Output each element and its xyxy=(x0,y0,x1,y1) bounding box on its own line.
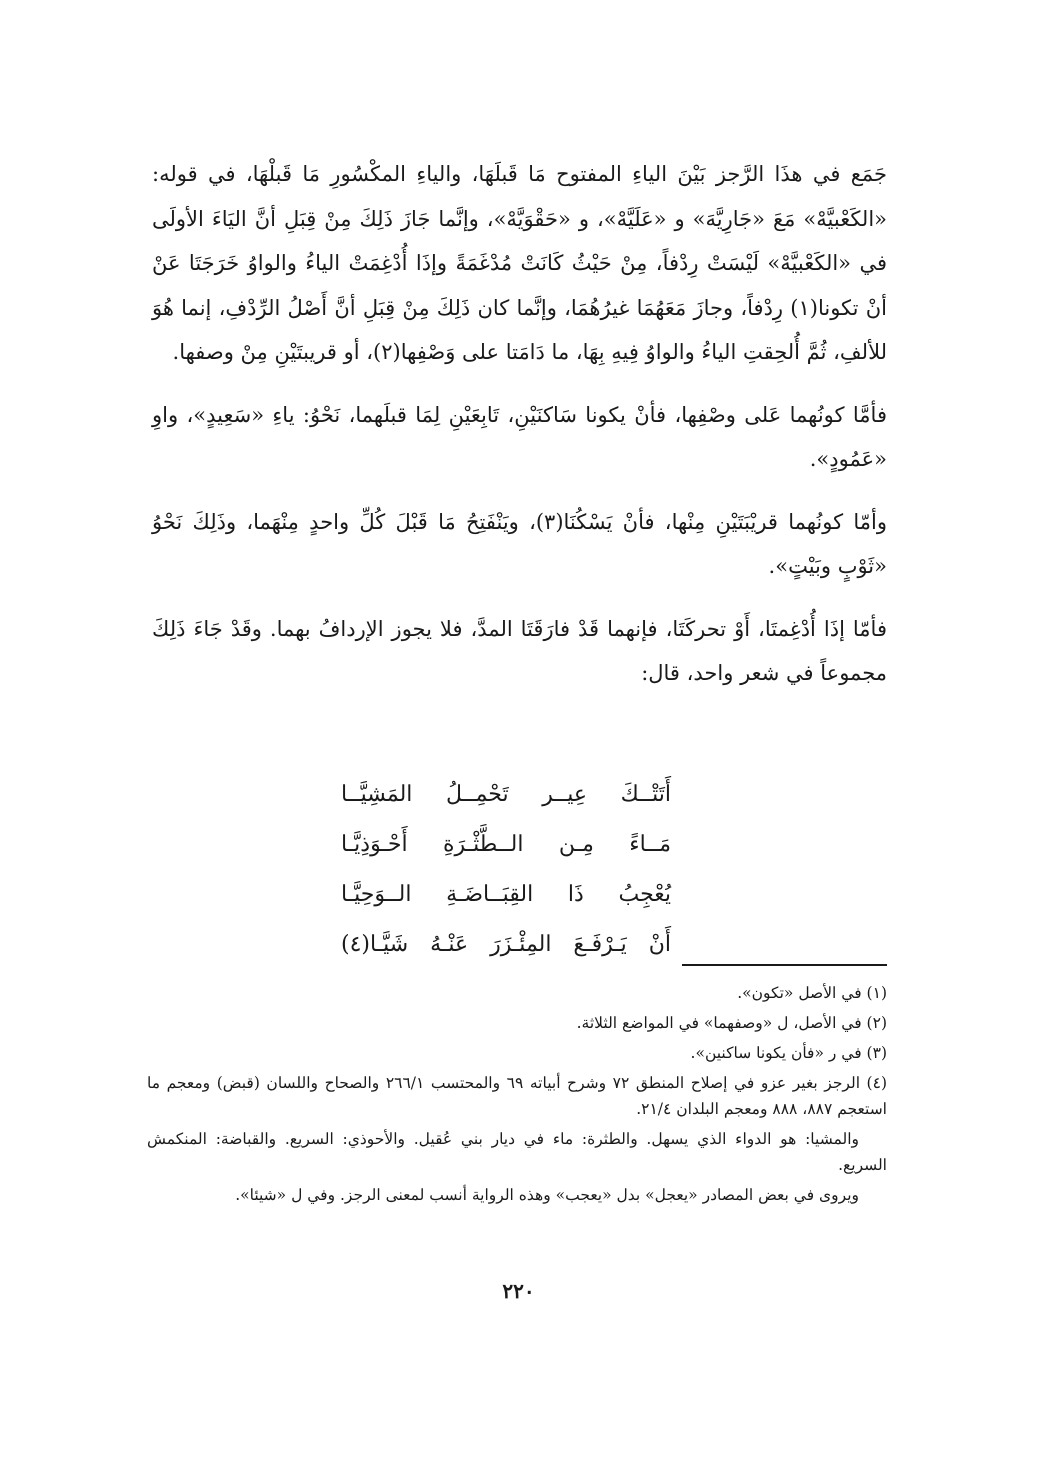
footnote-4-glossary: والمشيا: هو الدواء الذي يسهل. والطثرة: ماء في ديار بني عُقيل. والأحوذي: السريع. والقباضة: المنكمش السريع. xyxy=(147,1130,887,1174)
page-number: ٢٢٠ xyxy=(502,1279,535,1303)
footnotes xyxy=(147,980,887,1212)
footnote-separator xyxy=(682,964,887,966)
footnote-2: (٢) في الأصل، ل «وصفهما» في المواضع الثلاثة. xyxy=(576,1014,887,1032)
main-text xyxy=(152,152,887,696)
paragraph-3: وأمّا كونُهما قريْبَتَيْنِ مِنْها، فأنْ يَسْكُنَا(٣)، ويَنْفَتِحُ مَا قَبْلَ كُلِّ واحدٍ مِنْهَما، وذَلِكَ نَحْوُ «ثَوْبٍ وبَيْتٍ». xyxy=(152,509,887,578)
paragraph-2: فأمَّا كونُهما عَلى وصْفِها، فأنْ يكونا سَاكنَيْنِ، تَابِعَيْنِ لِمَا قبلَهما، نَحْوُ: ياءِ «سَعِيدٍ»، واوِ «عَمُودٍ». xyxy=(152,402,887,471)
footnote-4-variant: ويروى في بعض المصادر «يعجل» بدل «يعجب» وهذه الرواية أنسب لمعنى الرجز. وفي ل «شيئا». xyxy=(235,1186,859,1204)
verse-line: مَــاءً مِـن الــطَّثْـرَةِ أَحْـوَذِيَّـا xyxy=(341,832,671,857)
paragraph-4: فأمّا إذَا أُدْغِمتَا، أَوْ تحركَتَا، فإنهما قَدْ فارَقَتَا المدَّ، فلا يجوز الإردافُ بهما. وقَدْ جَاءَ ذَلِكَ مجموعاً في شعر واحد، قال: xyxy=(152,616,887,685)
verse-block xyxy=(341,770,671,970)
footnote-4: (٤) الرجز بغير عزو في إصلاح المنطق ٧٢ وشرح أبياته ٦٩ والمحتسب ٢٦٦/١ والصحاح واللسان (قبض) ومعجم ما استعجم ٨٨٧، ٨٨٨ ومعجم البلدان ٢١/٤. xyxy=(147,1074,887,1118)
footnote-1: (١) في الأصل «تكون». xyxy=(737,984,887,1002)
verse-line: أَتَتْــكَ عِيــر تَحْمِــلُ المَشِيَّــا xyxy=(341,782,671,807)
paragraph-1: جَمَع في هذَا الرَّجز بَيْنَ الياءِ المفتوح مَا قَبلَهَا، والياءِ المكْسُورِ مَا قَبلْهَا، في قوله: «الكَعْبيَّهْ» مَعَ «جَارِيَّهَ» و «عَلَيَّهْ»، و «حَقْوَيَّهْ»، وإنَّما جَازَ ذَلِكَ مِنْ قِبَلِ أنَّ اليَاءَ الأولَى في «الكَعْبيَّهْ» لَيْسَتْ رِدْفاً، مِنْ حَيْثُ كَانَتْ مُدْغَمَةً وإذَا أُدْغِمَتْ الياءُ والواوُ خَرَجَتَا عَنْ أنْ تكونا(١) رِدْفاً، وجازَ مَعَهُمَا غيرُهُمَا، وإنَّما كان ذَلِكَ مِنْ قِبَلِ أنَّ أَصْلُ الرِّدْفِ، إنما هُوَ للألفِ، ثُمَّ أُلحِقتِ الياءُ والواوُ فِيهِ بِهَا، ما دَامَتا على وَصْفِها(٢)، أو قريبتَيْنِ مِنْ وصفها. xyxy=(152,162,887,364)
footnote-3: (٣) في ر «فأن يكونا ساكنين». xyxy=(690,1044,887,1062)
verse-line: يُعْجِبُ ذَا القِبَــاضَـةِ الــوَحِيَّـا xyxy=(341,882,671,907)
verse-line: أَنْ يَـرْفَـعَ المِئْـزَرَ عَنْـهُ شَيَّـا(٤) xyxy=(341,932,671,957)
